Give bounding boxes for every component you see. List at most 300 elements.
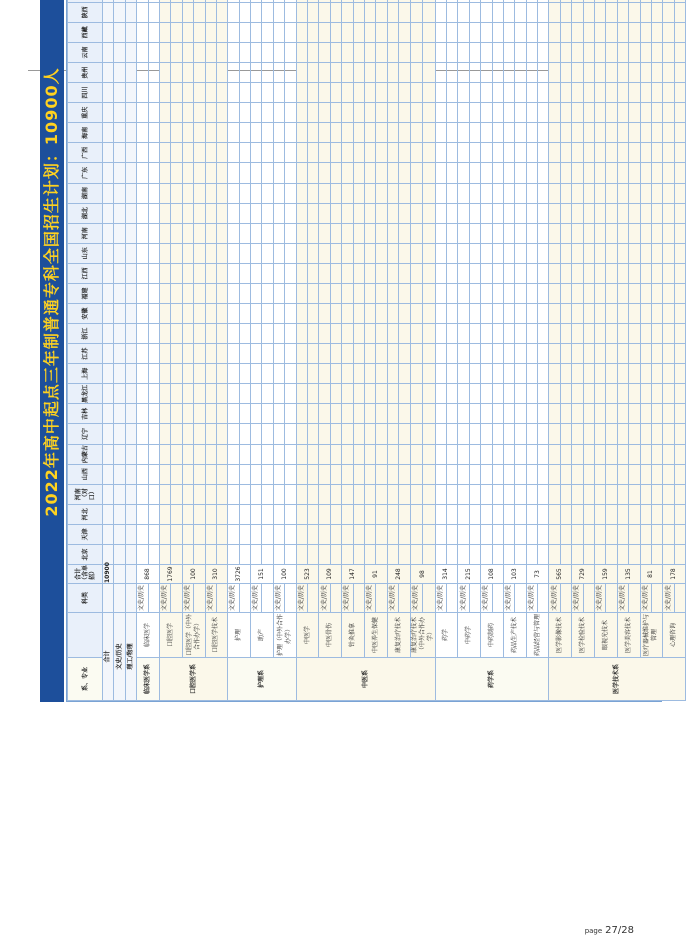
- table-cell: [423, 183, 436, 203]
- table-cell: [640, 524, 651, 544]
- table-cell: [674, 384, 685, 404]
- table-cell: [595, 544, 606, 564]
- table-cell: [515, 63, 526, 83]
- page-value: 27/28: [605, 925, 634, 936]
- table-cell: [674, 364, 685, 384]
- table-cell: [364, 22, 375, 42]
- table-cell: [228, 544, 239, 564]
- table-cell: [353, 344, 364, 364]
- table-cell: [503, 384, 514, 404]
- table-cell: [549, 2, 560, 22]
- table-cell: [251, 143, 262, 163]
- table-row: [319, 0, 330, 701]
- table-cell: [640, 0, 651, 2]
- table-cell: [515, 83, 526, 103]
- table-cell: [125, 344, 136, 364]
- table-cell: [285, 544, 296, 564]
- table-cell: [549, 344, 560, 364]
- table-cell: [330, 504, 341, 524]
- major-total: 135: [617, 565, 640, 584]
- table-cell: [446, 143, 457, 163]
- table-cell: [376, 243, 387, 263]
- table-cell: [410, 303, 423, 323]
- table-cell: [159, 123, 170, 143]
- table-cell: [572, 22, 583, 42]
- table-cell: [595, 384, 606, 404]
- table-cell: [262, 22, 273, 42]
- table-cell: [617, 143, 628, 163]
- table-cell: [125, 103, 136, 123]
- table-cell: [353, 263, 364, 283]
- table-cell: [103, 123, 114, 143]
- table-cell: [458, 243, 469, 263]
- subject-cell: 文史/历史: [458, 584, 469, 613]
- table-cell: [435, 283, 446, 303]
- table-cell: [319, 384, 330, 404]
- table-cell: [330, 444, 341, 464]
- table-cell: [423, 0, 436, 2]
- table-cell: [674, 303, 685, 323]
- table-cell: [205, 143, 216, 163]
- table-cell: [205, 243, 216, 263]
- table-cell: [469, 22, 480, 42]
- table-cell: [423, 42, 436, 62]
- table-cell: [674, 544, 685, 564]
- table-cell: [538, 0, 549, 2]
- table-cell: [330, 524, 341, 544]
- table-cell: [114, 303, 125, 323]
- table-cell: [376, 344, 387, 364]
- subject-cell: [399, 584, 410, 613]
- table-cell: [330, 404, 341, 424]
- table-cell: [319, 464, 330, 484]
- table-cell: [674, 163, 685, 183]
- major-cell: 中医养生保健: [364, 613, 387, 658]
- table-cell: [330, 324, 341, 344]
- table-cell: [583, 183, 594, 203]
- table-cell: [353, 0, 364, 2]
- table-cell: [205, 464, 216, 484]
- table-cell: [205, 2, 216, 22]
- table-cell: [262, 0, 273, 2]
- table-cell: [572, 2, 583, 22]
- table-cell: [216, 183, 227, 203]
- table-cell: [308, 364, 319, 384]
- table-cell: [399, 263, 410, 283]
- table-cell: [148, 223, 159, 243]
- table-row: [159, 0, 170, 701]
- table-cell: [583, 324, 594, 344]
- table-cell: [273, 203, 284, 223]
- table-cell: [364, 444, 375, 464]
- table-cell: [262, 183, 273, 203]
- table-cell: [159, 384, 170, 404]
- table-cell: [503, 103, 514, 123]
- major-cell: 药学: [435, 613, 458, 658]
- table-cell: [595, 484, 606, 504]
- table-cell: [148, 484, 159, 504]
- table-row: [617, 0, 628, 701]
- table-cell: [423, 303, 436, 323]
- table-cell: [560, 103, 571, 123]
- table-cell: [251, 384, 262, 404]
- table-cell: [171, 303, 182, 323]
- table-cell: [435, 524, 446, 544]
- table-cell: [651, 0, 662, 2]
- table-cell: [182, 504, 193, 524]
- table-cell: [376, 223, 387, 243]
- table-cell: [446, 42, 457, 62]
- major-total: 98: [410, 565, 435, 584]
- table-cell: [410, 444, 423, 464]
- table-cell: [285, 344, 296, 364]
- table-cell: [458, 103, 469, 123]
- table-cell: [182, 83, 193, 103]
- table-cell: [583, 143, 594, 163]
- table-cell: [205, 364, 216, 384]
- table-cell: [583, 123, 594, 143]
- table-cell: [469, 283, 480, 303]
- table-cell: [481, 424, 492, 444]
- table-cell: [216, 283, 227, 303]
- table-cell: [651, 83, 662, 103]
- table-cell: [376, 404, 387, 424]
- table-cell: [572, 324, 583, 344]
- table-cell: [560, 63, 571, 83]
- major-cell: 中药学: [458, 613, 481, 658]
- table-cell: [114, 364, 125, 384]
- table-cell: [572, 344, 583, 364]
- table-cell: [251, 203, 262, 223]
- col-province: 重庆: [68, 103, 103, 123]
- table-cell: [629, 283, 640, 303]
- table-cell: [171, 0, 182, 2]
- subject-cell: [114, 584, 125, 613]
- table-cell: [617, 223, 628, 243]
- subject-cell: 文史/历史: [663, 584, 674, 613]
- table-cell: [387, 303, 398, 323]
- table-cell: [228, 484, 239, 504]
- table-cell: [319, 0, 330, 2]
- subject-cell: [651, 584, 662, 613]
- major-cell: 药品生产技术: [503, 613, 526, 658]
- table-cell: [148, 283, 159, 303]
- table-cell: [148, 63, 159, 83]
- table-cell: [617, 2, 628, 22]
- table-cell: [503, 484, 514, 504]
- table-cell: [364, 504, 375, 524]
- table-cell: [399, 83, 410, 103]
- table-cell: [125, 283, 136, 303]
- table-cell: [595, 103, 606, 123]
- table-cell: [606, 203, 617, 223]
- table-cell: [617, 103, 628, 123]
- dept-cell: 临床医学系: [137, 658, 160, 701]
- table-cell: [560, 0, 571, 2]
- table-cell: [515, 484, 526, 504]
- table-cell: [216, 524, 227, 544]
- table-cell: [205, 42, 216, 62]
- table-cell: [342, 424, 353, 444]
- table-cell: [538, 524, 549, 544]
- table-cell: [410, 544, 423, 564]
- table-cell: [308, 103, 319, 123]
- table-cell: [125, 83, 136, 103]
- table-cell: [538, 424, 549, 444]
- table-cell: [583, 263, 594, 283]
- table-cell: [216, 404, 227, 424]
- table-cell: [296, 243, 307, 263]
- table-cell: [595, 504, 606, 524]
- col-province: 陕西: [68, 2, 103, 22]
- table-cell: [572, 464, 583, 484]
- table-row: [364, 0, 375, 701]
- table-cell: [435, 364, 446, 384]
- dept-cell: 口腔医学系: [159, 658, 227, 701]
- table-cell: [103, 83, 114, 103]
- table-cell: [492, 63, 503, 83]
- table-cell: [364, 303, 375, 323]
- table-cell: [353, 163, 364, 183]
- table-cell: [308, 243, 319, 263]
- table-cell: [503, 444, 514, 464]
- table-header-row: [68, 0, 103, 701]
- table-cell: [194, 223, 205, 243]
- table-cell: [285, 464, 296, 484]
- major-total: 178: [663, 565, 686, 584]
- table-cell: [629, 263, 640, 283]
- table-cell: [114, 324, 125, 344]
- table-cell: [159, 223, 170, 243]
- table-cell: [583, 2, 594, 22]
- table-row: [503, 0, 514, 701]
- table-cell: [376, 42, 387, 62]
- col-province: 黑龙江: [68, 384, 103, 404]
- table-cell: [251, 223, 262, 243]
- table-cell: [194, 103, 205, 123]
- table-cell: [216, 364, 227, 384]
- table-cell: [308, 42, 319, 62]
- table-cell: [663, 484, 674, 504]
- table-cell: [617, 424, 628, 444]
- table-cell: [228, 243, 239, 263]
- table-cell: [515, 504, 526, 524]
- table-cell: [194, 364, 205, 384]
- table-cell: [171, 203, 182, 223]
- major-total: 100: [182, 565, 205, 584]
- table-cell: [663, 303, 674, 323]
- table-cell: [583, 203, 594, 223]
- table-cell: [481, 22, 492, 42]
- table-cell: [515, 384, 526, 404]
- table-cell: [273, 263, 284, 283]
- table-cell: [492, 464, 503, 484]
- table-cell: [376, 484, 387, 504]
- col-province: 内蒙古: [68, 444, 103, 464]
- table-row: [492, 0, 503, 701]
- table-cell: [103, 524, 114, 544]
- table-cell: [125, 384, 136, 404]
- table-cell: [148, 163, 159, 183]
- table-cell: [651, 263, 662, 283]
- subject-cell: 文史/历史: [572, 584, 583, 613]
- table-cell: [435, 263, 446, 283]
- subject-cell: [125, 584, 136, 613]
- table-cell: [651, 223, 662, 243]
- col-province: 贵州: [68, 63, 103, 83]
- table-cell: [182, 22, 193, 42]
- table-cell: [410, 243, 423, 263]
- table-cell: [526, 524, 537, 544]
- table-cell: [262, 263, 273, 283]
- table-cell: [423, 143, 436, 163]
- table-cell: [538, 63, 549, 83]
- major-total: 103: [503, 565, 526, 584]
- subject-cell: [216, 584, 227, 613]
- table-cell: [148, 22, 159, 42]
- major-total: 147: [342, 565, 365, 584]
- table-cell: [572, 42, 583, 62]
- table-cell: [503, 22, 514, 42]
- table-cell: [251, 22, 262, 42]
- table-cell: [606, 404, 617, 424]
- table-cell: [617, 324, 628, 344]
- table-cell: [538, 203, 549, 223]
- table-cell: [182, 63, 193, 83]
- major-total: 108: [481, 565, 504, 584]
- table-cell: [560, 83, 571, 103]
- table-cell: [194, 63, 205, 83]
- table-cell: [148, 0, 159, 2]
- table-cell: [103, 143, 114, 163]
- table-cell: [663, 183, 674, 203]
- table-cell: [239, 404, 250, 424]
- table-cell: [285, 263, 296, 283]
- table-cell: [308, 63, 319, 83]
- table-cell: [353, 303, 364, 323]
- table-cell: [515, 203, 526, 223]
- table-cell: [458, 324, 469, 344]
- table-cell: [103, 203, 114, 223]
- table-cell: [364, 404, 375, 424]
- table-cell: [423, 544, 436, 564]
- table-cell: [387, 364, 398, 384]
- table-cell: [446, 63, 457, 83]
- table-cell: [663, 404, 674, 424]
- table-cell: [171, 83, 182, 103]
- table-cell: [469, 364, 480, 384]
- table-cell: [194, 344, 205, 364]
- table-cell: [651, 163, 662, 183]
- table-cell: [583, 103, 594, 123]
- table-cell: [572, 0, 583, 2]
- table-cell: [651, 504, 662, 524]
- table-row: [481, 0, 492, 701]
- table-cell: [228, 42, 239, 62]
- table-cell: [216, 324, 227, 344]
- table-cell: [606, 183, 617, 203]
- table-cell: [629, 223, 640, 243]
- table-cell: [640, 364, 651, 384]
- table-cell: [663, 123, 674, 143]
- table-cell: [446, 344, 457, 364]
- table-cell: [629, 344, 640, 364]
- subject-cell: 文史/历史: [617, 584, 628, 613]
- table-cell: [148, 344, 159, 364]
- table-cell: [342, 384, 353, 404]
- table-cell: [458, 344, 469, 364]
- table-cell: [114, 263, 125, 283]
- table-cell: [319, 22, 330, 42]
- table-cell: [353, 223, 364, 243]
- table-cell: [503, 504, 514, 524]
- table-cell: [353, 143, 364, 163]
- table-cell: [273, 544, 284, 564]
- table-cell: [549, 504, 560, 524]
- table-cell: [399, 384, 410, 404]
- table-cell: [617, 484, 628, 504]
- table-cell: [148, 2, 159, 22]
- table-cell: [526, 123, 537, 143]
- table-cell: [308, 404, 319, 424]
- table-cell: [435, 203, 446, 223]
- table-cell: [159, 263, 170, 283]
- table-cell: [387, 83, 398, 103]
- table-cell: [538, 384, 549, 404]
- table-cell: [399, 223, 410, 243]
- dept-cell: 护理系: [228, 658, 296, 701]
- table-cell: [330, 163, 341, 183]
- subject-cell: [353, 584, 364, 613]
- table-cell: [285, 183, 296, 203]
- table-cell: [560, 163, 571, 183]
- table-cell: [376, 0, 387, 2]
- table-cell: [273, 464, 284, 484]
- table-cell: [595, 404, 606, 424]
- table-cell: [342, 83, 353, 103]
- table-cell: [583, 544, 594, 564]
- table-cell: [376, 83, 387, 103]
- table-cell: [251, 344, 262, 364]
- table-cell: [399, 103, 410, 123]
- table-cell: [651, 22, 662, 42]
- table-cell: [515, 283, 526, 303]
- table-cell: [446, 484, 457, 504]
- table-cell: [319, 424, 330, 444]
- table-cell: [538, 404, 549, 424]
- col-province: 河南（对口）: [68, 484, 103, 504]
- table-cell: [617, 364, 628, 384]
- table-cell: [262, 544, 273, 564]
- table-cell: [148, 364, 159, 384]
- col-province: 江苏: [68, 344, 103, 364]
- table-cell: [251, 464, 262, 484]
- table-cell: [148, 263, 159, 283]
- table-cell: [125, 464, 136, 484]
- table-cell: [137, 123, 148, 143]
- table-cell: [285, 0, 296, 2]
- table-cell: [629, 143, 640, 163]
- table-cell: [492, 103, 503, 123]
- table-cell: [399, 143, 410, 163]
- table-cell: [159, 404, 170, 424]
- table-cell: [342, 2, 353, 22]
- table-cell: [410, 504, 423, 524]
- table-cell: [560, 444, 571, 464]
- table-cell: [526, 444, 537, 464]
- page-number: [585, 925, 634, 936]
- table-cell: [423, 263, 436, 283]
